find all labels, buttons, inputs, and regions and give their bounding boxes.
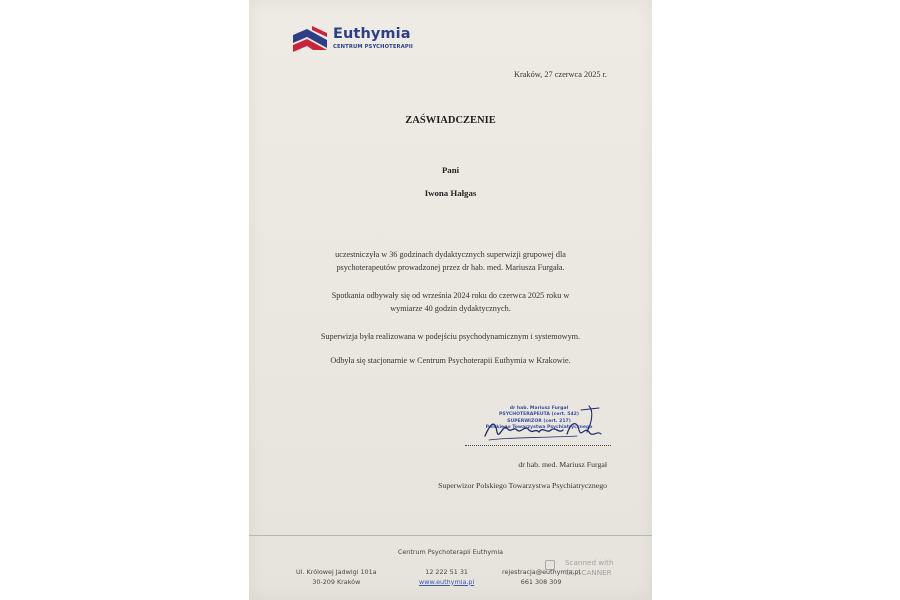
footer-website-link[interactable]: www.euthymia.pl: [419, 577, 475, 586]
footer-contact: [419, 568, 474, 587]
signer-name: dr hab. med. Mariusz Furgał: [518, 460, 607, 469]
watermark-line: Scanned with: [565, 558, 614, 567]
logo-name: Euthymia: [333, 26, 411, 42]
certificate-page: [249, 0, 652, 600]
salutation: Pani: [441, 165, 460, 175]
footer-phone-2: 661 308 309: [520, 577, 562, 586]
body-paragraph-2: [279, 290, 622, 315]
body-line: Spotkania odbywały się od września 2024 roku do czerwca 2025 roku w: [331, 291, 570, 300]
footer-phone: 12 222 51 31: [425, 568, 468, 576]
footer-organization: Centrum Psychoterapii Euthymia: [397, 548, 504, 556]
footer-divider: [249, 535, 652, 536]
body-line: psychoterapeutów prowadzonej przez dr hab. med. Mariusza Furgała.: [336, 262, 565, 272]
stamp-line: PSYCHOTERAPEUTA (cert. 542): [499, 412, 579, 418]
euthymia-logo-mark-icon: [293, 26, 328, 52]
footer-address: [296, 568, 377, 587]
signature-dotted-line: [465, 445, 611, 446]
body-line: uczestniczyła w 36 godzinach dydaktycznych superwizji grupowej dla: [335, 250, 566, 259]
scanner-logo-icon: [545, 560, 555, 570]
body-paragraph-1: [279, 249, 622, 274]
footer-address-line: 30-209 Kraków: [312, 577, 361, 586]
scanner-watermark: [547, 558, 652, 578]
body-paragraph-3: Superwizja była realizowana w podejściu psychodynamicznym i systemowym.: [320, 332, 581, 341]
stamp-line: dr hab. Mariusz Furgał: [509, 406, 569, 411]
body-paragraph-4: Odbyła się stacjonarnie w Centrum Psychoterapii Euthymia w Krakowie.: [330, 356, 571, 365]
document-title: ZAŚWIADCZENIE: [405, 115, 496, 126]
recipient-name: Iwona Hałgas: [424, 188, 477, 198]
stamp-line: SUPERWIZOR (cert. 217): [507, 418, 571, 424]
footer-address-line: Ul. Królowej Jadwigi 101a: [296, 568, 377, 576]
handwritten-signature: [481, 404, 611, 446]
footer-email[interactable]: rejestracja@euthymia.pl: [502, 568, 581, 576]
body-line: wymiarze 40 godzin dydaktycznych.: [390, 303, 511, 313]
document-date: Kraków, 27 czerwca 2025 r.: [514, 70, 607, 79]
logo-subtitle: CENTRUM PSYCHOTERAPII: [333, 44, 413, 50]
signer-role: Superwizor Polskiego Towarzystwa Psychiatrycznego: [438, 481, 607, 490]
watermark-line: CS SCANNER: [565, 568, 612, 577]
stamp-line: Polskiego Towarzystwa Psychiatrycznego: [485, 425, 593, 431]
